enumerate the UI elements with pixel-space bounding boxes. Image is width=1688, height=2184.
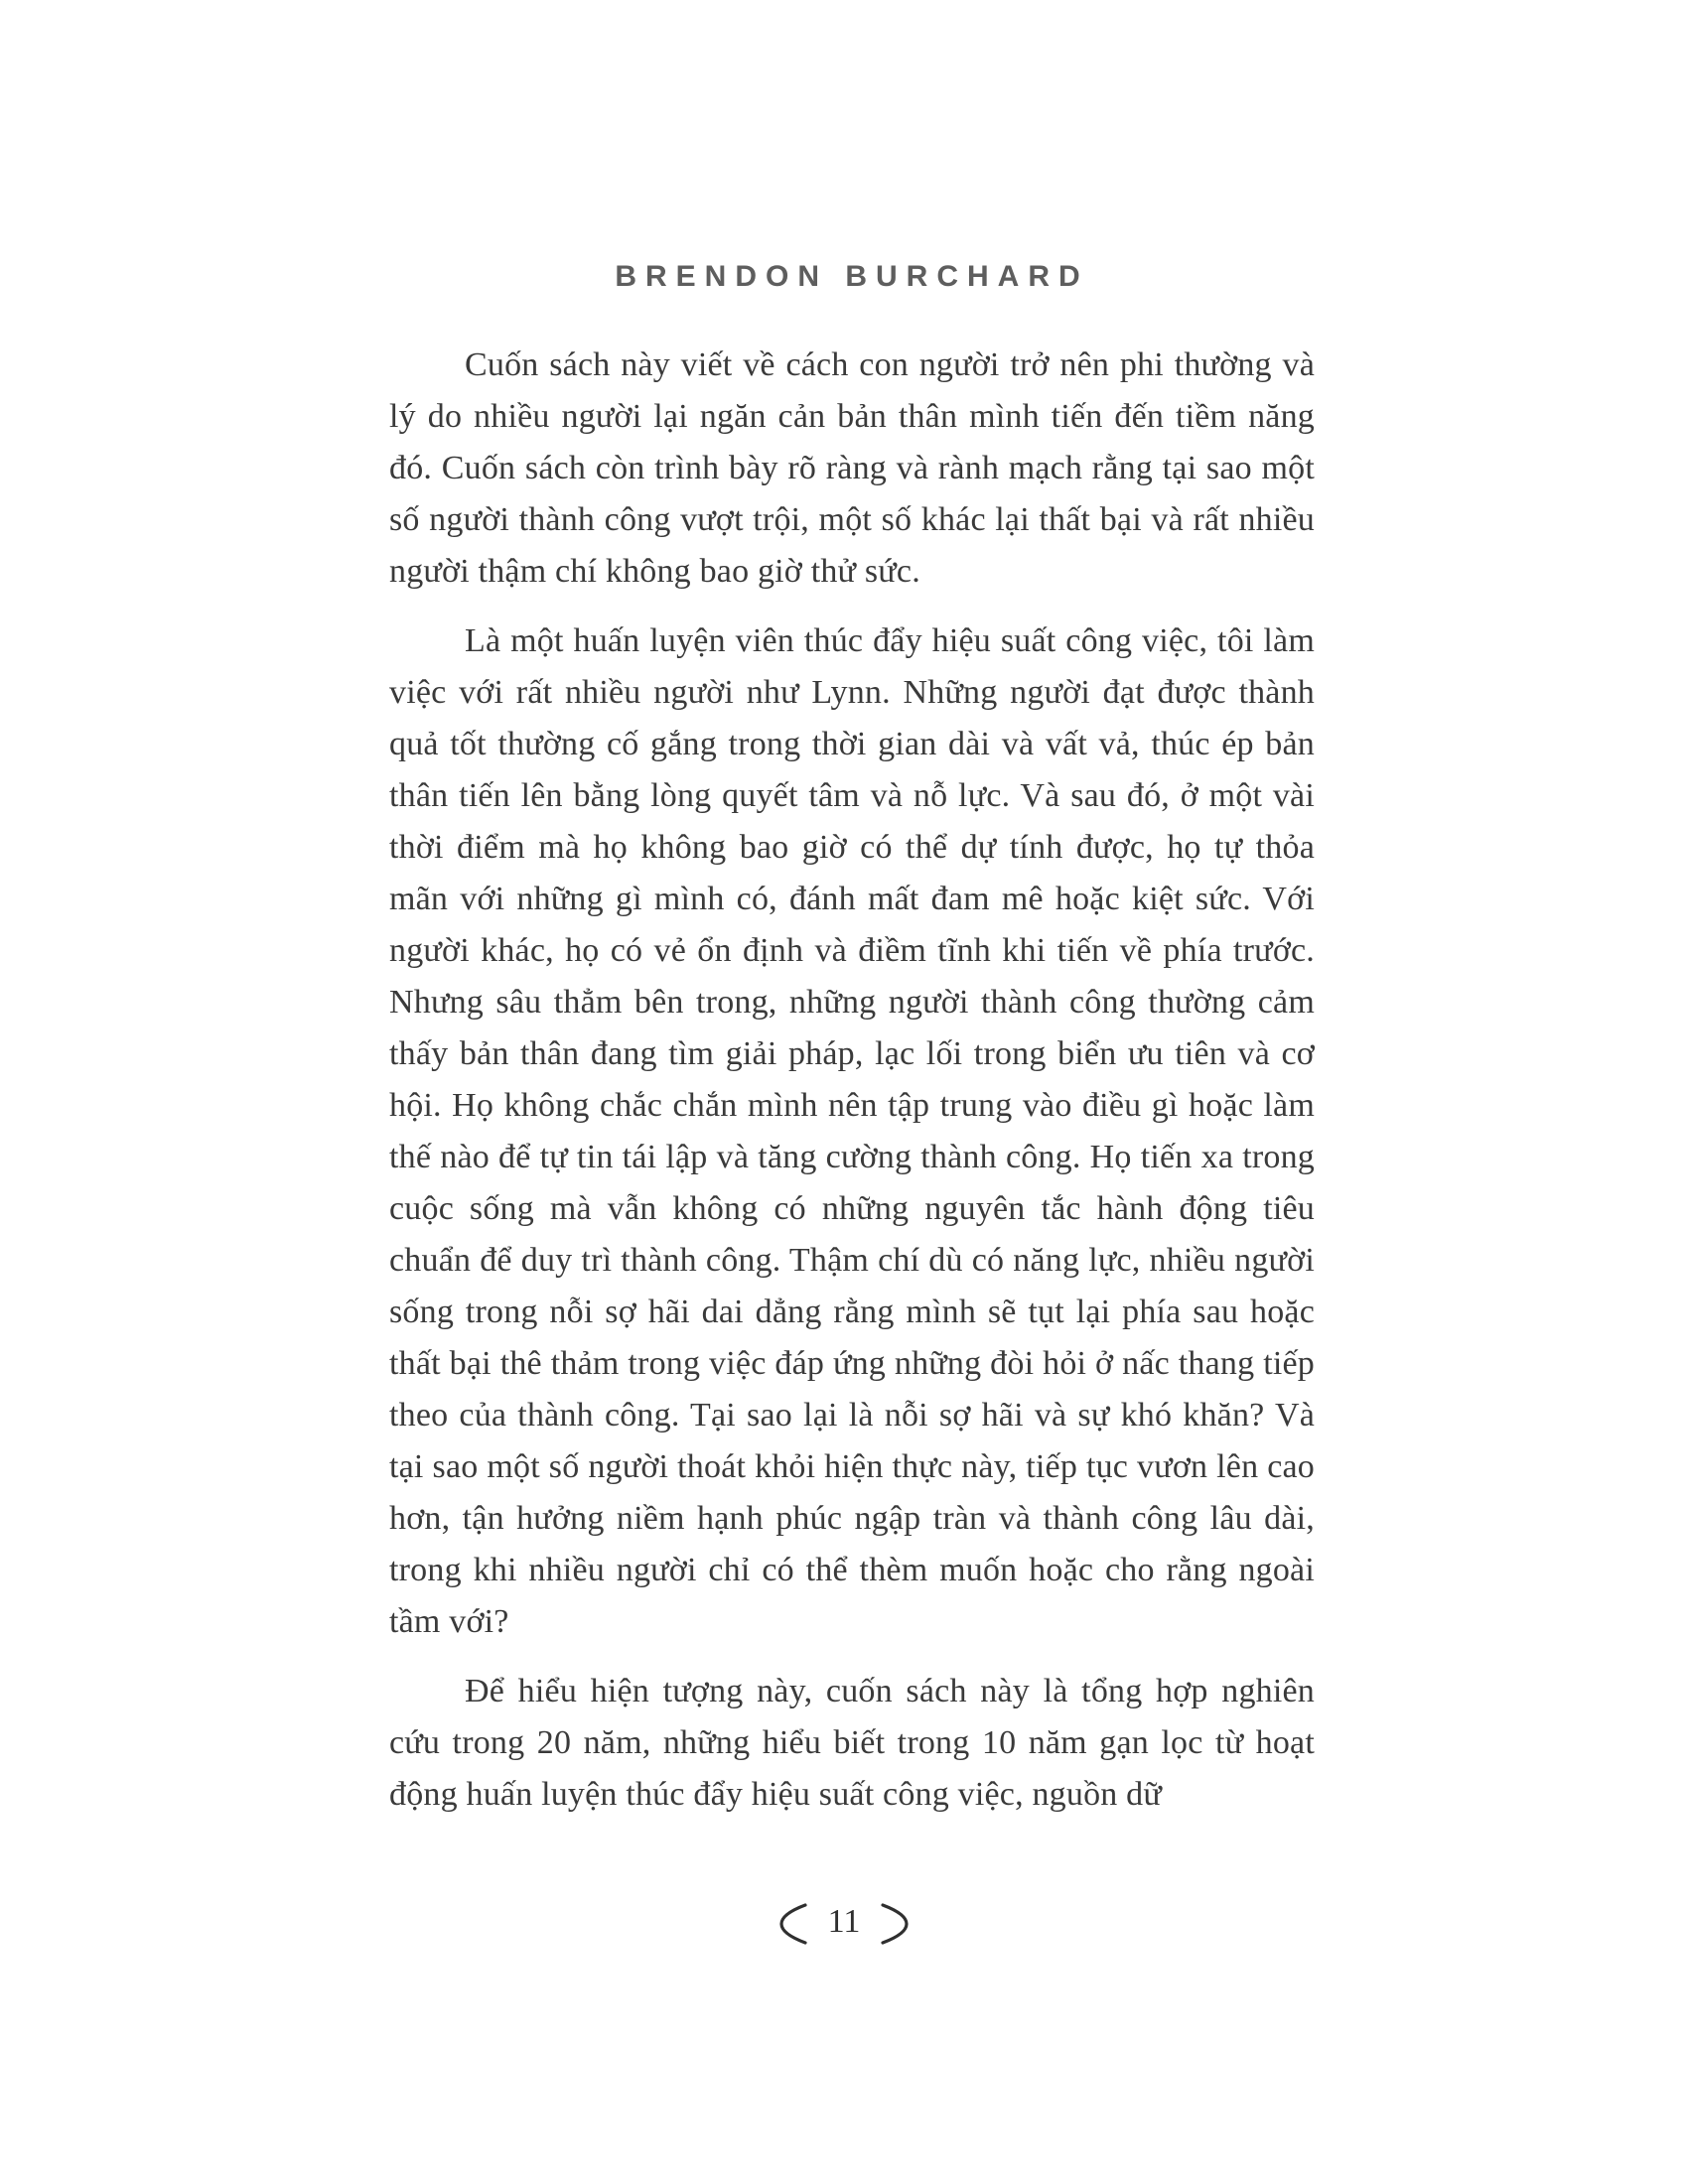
page-number: 11	[827, 1903, 861, 1940]
left-angle-mark-icon	[774, 1902, 808, 1946]
paragraph: Cuốn sách này viết về cách con người trở nên phi thường và lý do nhiều người lại ngăn cản bản thân mình tiến đến tiềm năng đó. Cuốn sách còn trình bày rõ ràng và rành mạch rằng tại sao một số người thành công vượt trội, một số khác lại thất bại và rất nhiều người thậm chí không bao giờ thử sức.	[389, 346, 1315, 590]
paragraph: Để hiểu hiện tượng này, cuốn sách này là tổng hợp nghiên cứu trong 20 năm, những hiểu biết trong 10 năm gạn lọc từ hoạt động huấn luyện thúc đẩy hiệu suất công việc, nguồn dữ	[389, 1673, 1315, 1813]
page-content	[389, 260, 1315, 1821]
page-footer	[0, 1902, 1688, 1946]
running-header: BRENDON BURCHARD	[615, 260, 1089, 293]
paragraph: Là một huấn luyện viên thúc đẩy hiệu suất công việc, tôi làm việc với rất nhiều người như Lynn. Những người đạt được thành quả tốt thường cố gắng trong thời gian dài và vất vả, thúc ép bản thân tiến lên bằng lòng quyết tâm và nỗ lực. Và sau đó, ở một vài thời điểm mà họ không bao giờ có thể dự tính được, họ tự thỏa mãn với những gì mình có, đánh mất đam mê hoặc kiệt sức. Với người khác, họ có vẻ ổn định và điềm tĩnh khi tiến về phía trước. Nhưng sâu thẳm bên trong, những người thành công thường cảm thấy bản thân đang tìm giải pháp, lạc lối trong biển ưu tiên và cơ hội. Họ không chắc chắn mình nên tập trung vào điều gì hoặc làm thế nào để tự tin tái lập và tăng cường thành công. Họ tiến xa trong cuộc sống mà vẫn không có những nguyên tắc hành động tiêu chuẩn để duy trì thành công. Thậm chí dù có năng lực, nhiều người sống trong nỗi sợ hãi dai dẳng rằng mình sẽ tụt lại phía sau hoặc thất bại thê thảm trong việc đáp ứng những đòi hỏi ở nấc thang tiếp theo của thành công. Tại sao lại là nỗi sợ hãi và sự khó khăn? Và tại sao một số người thoát khỏi hiện thực này, tiếp tục vươn lên cao hơn, tận hưởng niềm hạnh phúc ngập tràn và thành công lâu dài, trong khi nhiều người chỉ có thể thèm muốn hoặc cho rằng ngoài tầm với?	[389, 622, 1315, 1640]
right-angle-mark-icon	[880, 1902, 914, 1946]
